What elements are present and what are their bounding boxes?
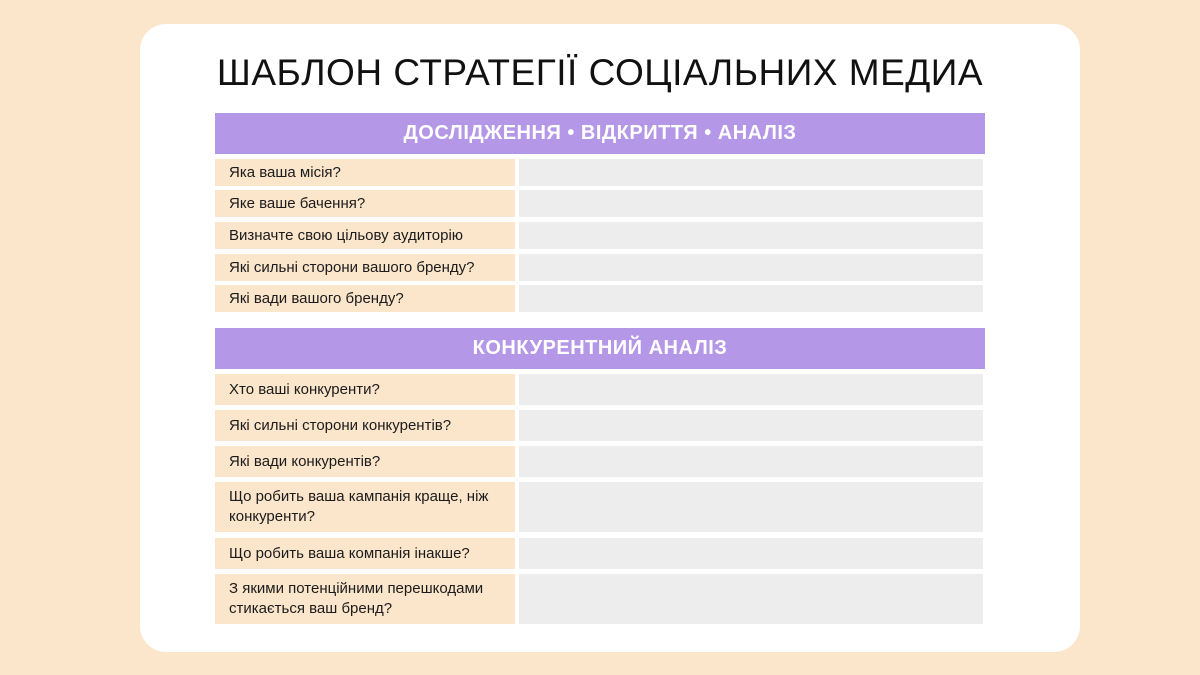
answer-cell[interactable]: [519, 446, 983, 477]
table-row: [215, 538, 985, 569]
answer-cell[interactable]: [519, 159, 983, 186]
table-row: [215, 482, 985, 532]
answer-cell[interactable]: [519, 538, 983, 569]
question-cell: Які сильні сторони конкурентів?: [215, 410, 515, 441]
table-row: [215, 222, 985, 249]
question-cell: Що робить ваша кампанія краще, ніж конкуренти?: [215, 482, 515, 532]
question-cell: Що робить ваша компанія інакше?: [215, 538, 515, 569]
answer-cell[interactable]: [519, 410, 983, 441]
question-cell: Яке ваше бачення?: [215, 190, 515, 217]
question-cell: Яка ваша місія?: [215, 159, 515, 186]
table-row: [215, 574, 985, 624]
question-cell: Які сильні сторони вашого бренду?: [215, 254, 515, 281]
question-cell: Які вади вашого бренду?: [215, 285, 515, 312]
section-header-competitive-analysis: КОНКУРЕНТНИЙ АНАЛІЗ: [215, 328, 985, 369]
table-row: [215, 446, 985, 477]
answer-cell[interactable]: [519, 374, 983, 405]
question-cell: З якими потенційними перешкодами стикається ваш бренд?: [215, 574, 515, 624]
answer-cell[interactable]: [519, 482, 983, 532]
question-cell: Хто ваші конкуренти?: [215, 374, 515, 405]
table-row: [215, 254, 985, 281]
table-row: [215, 285, 985, 312]
question-cell: Які вади конкурентів?: [215, 446, 515, 477]
answer-cell[interactable]: [519, 222, 983, 249]
page-title: ШАБЛОН СТРАТЕГІЇ СОЦІАЛЬНИХ МЕДИА: [216, 52, 984, 93]
question-cell: Визначте свою цільову аудиторію: [215, 222, 515, 249]
answer-cell[interactable]: [519, 285, 983, 312]
table-row: [215, 159, 985, 186]
table-row: [215, 374, 985, 405]
answer-cell[interactable]: [519, 574, 983, 624]
answer-cell[interactable]: [519, 254, 983, 281]
answer-cell[interactable]: [519, 190, 983, 217]
table-row: [215, 410, 985, 441]
table-row: [215, 190, 985, 217]
section-header-research: ДОСЛІДЖЕННЯ • ВІДКРИТТЯ • АНАЛІЗ: [215, 113, 985, 154]
